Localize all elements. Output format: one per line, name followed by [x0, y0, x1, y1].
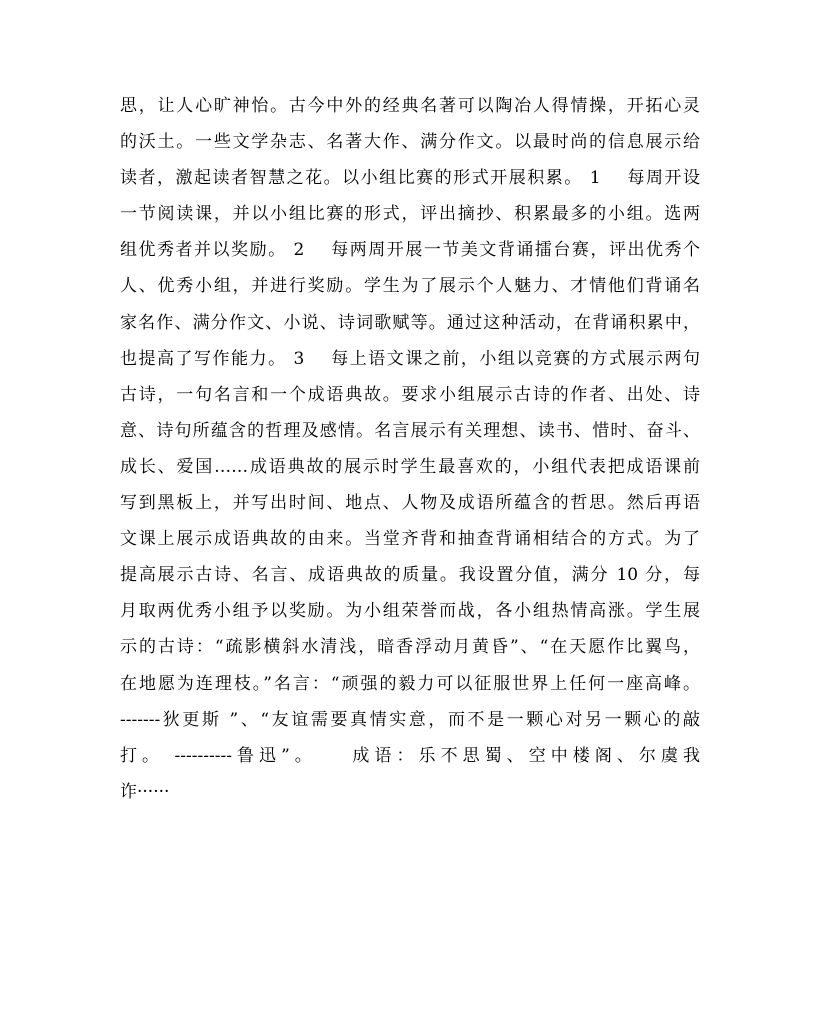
text-line: 古诗，一句名言和一个成语典故。要求小组展示古诗的作者、出处、诗: [120, 384, 700, 405]
text-line: 意、诗句所蕴含的哲理及感情。名言展示有关理想、读书、惜时、奋斗、: [120, 420, 700, 441]
text-line: 文课上展示成语典故的由来。当堂齐背和抽查背诵相结合的方式。为了: [120, 529, 700, 550]
text-line: -------狄更斯 ”、“友谊需要真情实意，而不是一颗心对另一颗心的敲: [120, 709, 700, 730]
text-line: 的沃土。一些文学杂志、名著大作、满分作文。以最时尚的信息展示给: [120, 132, 700, 153]
text-line: 月取两优秀小组予以奖励。为小组荣誉而战，各小组热情高涨。学生展: [120, 601, 700, 622]
text-line: 提高展示古诗、名言、成语典故的质量。我设置分值，满分 10 分，每: [120, 565, 700, 586]
text-line: 打。 ----------鲁迅”。 成语：乐不思蜀、空中楼阁、尔虞我: [120, 745, 700, 766]
text-line: 一节阅读课，并以小组比赛的形式，评出摘抄、积累最多的小组。选两: [120, 204, 700, 225]
text-line: 成长、爱国……成语典故的展示时学生最喜欢的，小组代表把成语课前: [120, 456, 700, 477]
text-line: 家名作、满分作文、小说、诗词歌赋等。通过这种活动，在背诵积累中，: [120, 312, 700, 333]
body-paragraph: [120, 88, 700, 810]
text-line-last: 诈······: [120, 781, 170, 802]
text-line: 示的古诗：“疏影横斜水清浅，暗香浮动月黄昏”、“在天愿作比翼鸟，: [120, 637, 700, 658]
text-line: 也提高了写作能力。 3 每上语文课之前，小组以竞赛的方式展示两句: [120, 348, 700, 369]
text-line: 组优秀者并以奖励。 2 每两周开展一节美文背诵擂台赛，评出优秀个: [120, 240, 700, 261]
text-line: 思，让人心旷神怡。古今中外的经典名著可以陶冶人得情操，开拓心灵: [120, 96, 700, 116]
text-line: 写到黑板上，并写出时间、地点、人物及成语所蕴含的哲思。然后再语: [120, 493, 700, 514]
text-line: 在地愿为连理枝。”名言：“顽强的毅力可以征服世界上任何一座高峰。: [120, 673, 700, 694]
text-line: 读者，激起读者智慧之花。以小组比赛的形式开展积累。 1 每周开设: [120, 168, 700, 189]
text-line: 人、优秀小组，并进行奖励。学生为了展示个人魅力、才情他们背诵名: [120, 276, 700, 297]
